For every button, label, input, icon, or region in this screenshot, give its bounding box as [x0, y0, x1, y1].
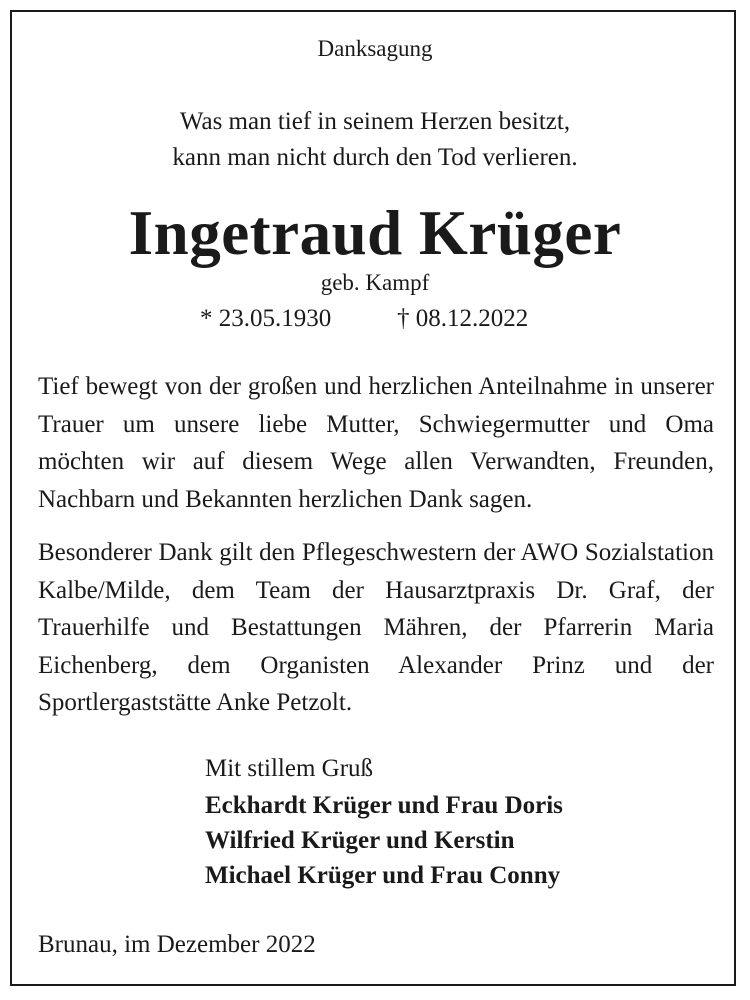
thanks-paragraph-2: Besonderer Dank gilt den Pflegeschwestern der AWO Sozialstation Kalbe/Milde, dem Team der Hausarztpraxis Dr. Graf, der Trauerhilfe und Bestattungen Mähren, der Pfarrerin Maria Eichenberg, dem Organisten Alexander Prinz und der Sportlergaststätte Anke Petzolt.	[38, 539, 714, 717]
notice-heading: Danksagung	[317, 36, 433, 61]
closing-greeting: Mit stillem Gruß	[205, 755, 374, 782]
signatory-3: Michael Krüger und Frau Conny	[205, 862, 561, 889]
death-date: † 08.12.2022	[397, 305, 529, 332]
thanks-paragraph-1: Tief bewegt von der großen und herzlichen Anteilnahme in unserer Trauer um unsere liebe Mutter, Schwiegermutter und Oma möchten wir auf diesem Wege allen Verwandten, Freunden, Nachbarn und Bekannten herzlichen Dank sagen.	[38, 373, 714, 513]
maiden-name: geb. Kampf	[320, 270, 430, 295]
deceased-name: Ingetraud Krüger	[128, 198, 622, 268]
signatory-1: Eckhardt Krüger und Frau Doris	[205, 792, 563, 819]
birth-date: * 23.05.1930	[200, 305, 332, 332]
signatory-2: Wilfried Krüger und Kerstin	[205, 827, 515, 854]
quote-line-1: Was man tief in seinem Herzen besitzt,	[179, 108, 571, 135]
quote-line-2: kann man nicht durch den Tod verlieren.	[172, 144, 578, 171]
place-and-date: Brunau, im Dezember 2022	[38, 931, 316, 958]
